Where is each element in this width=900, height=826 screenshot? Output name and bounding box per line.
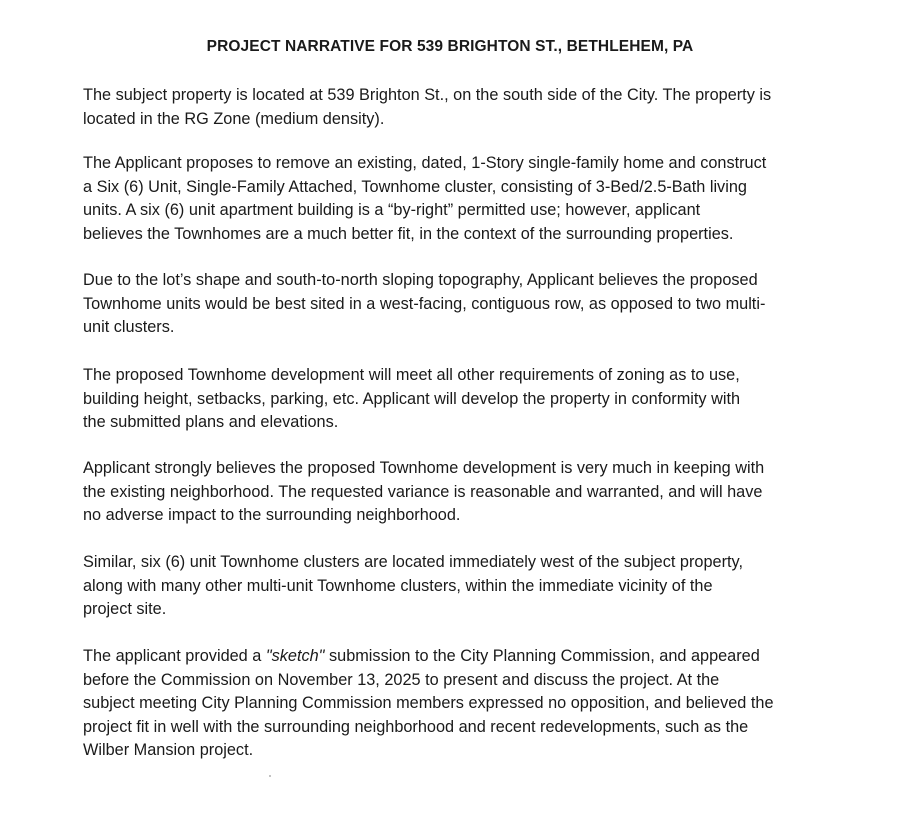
text-line: project fit in well with the surrounding neighborhood and recent redevelopments, such as the <box>83 717 749 736</box>
text-line: Due to the lot’s shape and south-to-north sloping topography, Applicant believes the proposed <box>83 271 758 289</box>
text-line: Townhome units would be best sited in a west-facing, contiguous row, as opposed to two multi- <box>83 294 766 313</box>
text-line: believes the Townhomes are a much better fit, in the context of the surrounding properties. <box>83 224 734 243</box>
text-line: Applicant strongly believes the proposed Townhome development is very much in keeping with <box>83 459 765 477</box>
paragraph-proposal <box>83 152 853 246</box>
scan-speck <box>269 775 271 777</box>
text-line: The subject property is located at 539 Brighton St., on the south side of the City. The property is <box>83 86 772 104</box>
text-line: subject meeting City Planning Commission members expressed no opposition, and believed the <box>83 694 774 712</box>
text-line: Similar, six (6) unit Townhome clusters are located immediately west of the subject property, <box>83 553 743 571</box>
text-line: units. A six (6) unit apartment building is a “by-right” permitted use; however, applicant <box>83 201 701 219</box>
text-line: along with many other multi-unit Townhome clusters, within the immediate vicinity of the <box>83 576 713 595</box>
text-line: Wilber Mansion project. <box>83 741 254 759</box>
text-segment: The applicant provided a <box>83 647 266 665</box>
text-segment: submission to the City Planning Commission, and appeared <box>324 647 760 665</box>
text-line: located in the RG Zone (medium density). <box>83 109 385 128</box>
text-line <box>83 645 853 669</box>
document-title: PROJECT NARRATIVE FOR 539 BRIGHTON ST., BETHLEHEM, PA <box>206 38 694 55</box>
text-line: The proposed Townhome development will meet all other requirements of zoning as to use, <box>83 366 740 384</box>
paragraph-property-location <box>83 84 853 131</box>
text-line: the submitted plans and elevations. <box>83 413 339 431</box>
text-line: project site. <box>83 600 167 618</box>
text-line: before the Commission on November 13, 2025 to present and discuss the project. At the <box>83 670 720 689</box>
paragraph-similar-clusters <box>83 551 853 622</box>
text-line: no adverse impact to the surrounding neighborhood. <box>83 506 461 524</box>
paragraph-planning-commission <box>83 645 853 763</box>
text-line: The Applicant proposes to remove an existing, dated, 1-Story single-family home and construct <box>83 154 767 172</box>
text-line: unit clusters. <box>83 318 175 336</box>
paragraph-zoning-requirements <box>83 364 853 435</box>
text-line: building height, setbacks, parking, etc. Applicant will develop the property in conformity with <box>83 389 741 408</box>
text-line: a Six (6) Unit, Single-Family Attached, Townhome cluster, consisting of 3-Bed/2.5-Bath living <box>83 177 747 196</box>
paragraph-neighborhood-fit <box>83 457 853 528</box>
sketch-italic-text: "sketch" <box>265 647 325 665</box>
paragraph-lot-shape <box>83 269 853 340</box>
text-line: the existing neighborhood. The requested variance is reasonable and warranted, and will have <box>83 482 763 501</box>
